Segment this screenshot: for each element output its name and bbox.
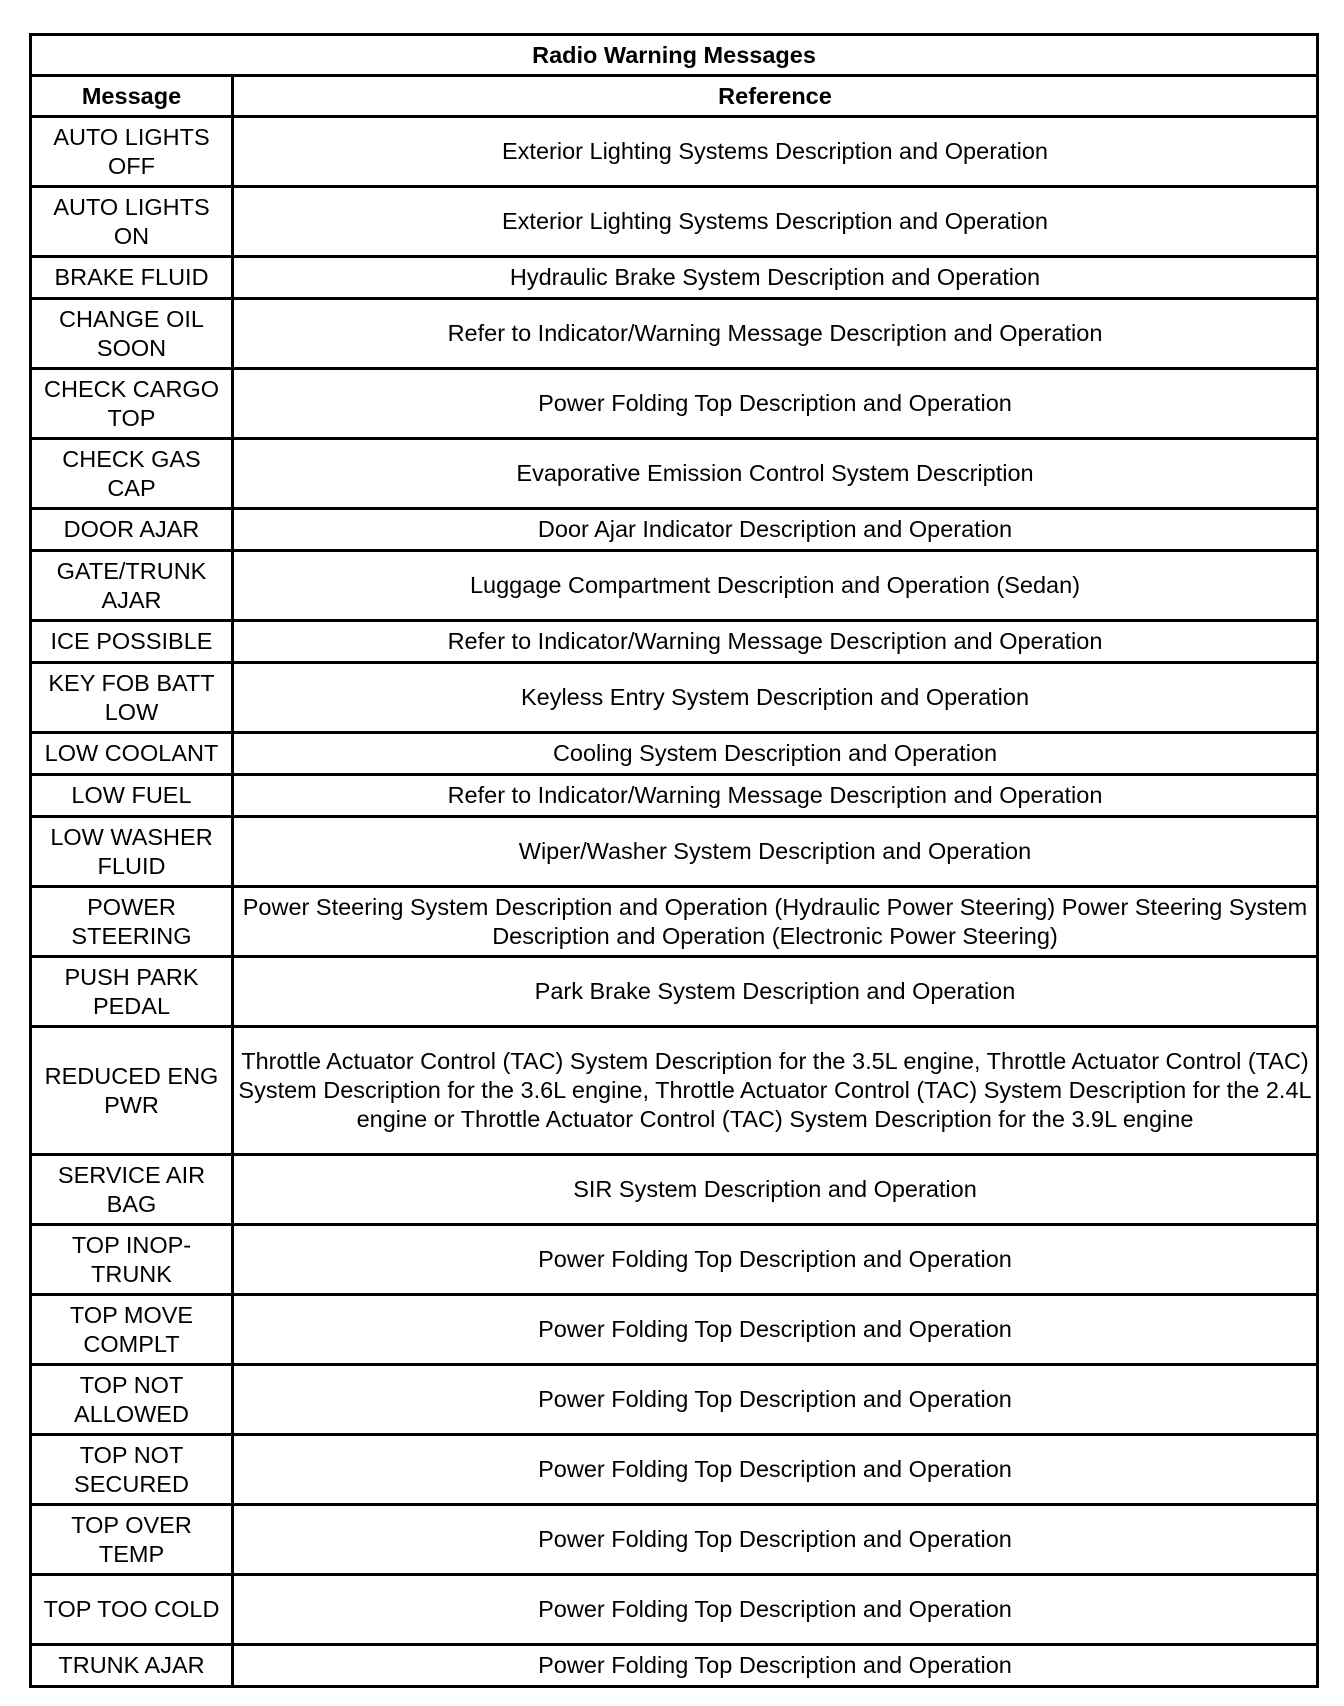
reference-cell: Evaporative Emission Control System Description: [233, 439, 1318, 509]
table-row: [31, 117, 1318, 187]
message-cell: GATE/TRUNK AJAR: [31, 551, 233, 621]
message-cell: PUSH PARK PEDAL: [31, 957, 233, 1027]
table-row: [31, 1155, 1318, 1225]
table-row: [31, 257, 1318, 299]
table-row: [31, 187, 1318, 257]
reference-cell: Refer to Indicator/Warning Message Description and Operation: [233, 299, 1318, 369]
message-cell: LOW COOLANT: [31, 733, 233, 775]
reference-cell: Power Folding Top Description and Operation: [233, 1505, 1318, 1575]
reference-cell: Power Folding Top Description and Operation: [233, 369, 1318, 439]
table-row: [31, 1027, 1318, 1155]
message-cell: AUTO LIGHTS OFF: [31, 117, 233, 187]
message-cell: LOW FUEL: [31, 775, 233, 817]
message-cell: TOP NOT ALLOWED: [31, 1365, 233, 1435]
table-row: [31, 369, 1318, 439]
message-cell: CHECK CARGO TOP: [31, 369, 233, 439]
table-row: [31, 1365, 1318, 1435]
reference-cell: Power Folding Top Description and Operation: [233, 1295, 1318, 1365]
message-cell: CHECK GAS CAP: [31, 439, 233, 509]
message-cell: KEY FOB BATT LOW: [31, 663, 233, 733]
radio-warning-messages-table: [29, 33, 1319, 1688]
table-title: Radio Warning Messages: [31, 35, 1318, 76]
table-row: [31, 439, 1318, 509]
table-row: [31, 299, 1318, 369]
table-row: [31, 817, 1318, 887]
reference-column-header: Reference: [233, 76, 1318, 117]
reference-cell: Power Folding Top Description and Operation: [233, 1575, 1318, 1645]
message-cell: LOW WASHER FLUID: [31, 817, 233, 887]
reference-cell: Refer to Indicator/Warning Message Description and Operation: [233, 775, 1318, 817]
message-cell: CHANGE OIL SOON: [31, 299, 233, 369]
table-row: [31, 1645, 1318, 1687]
reference-cell: Keyless Entry System Description and Operation: [233, 663, 1318, 733]
message-cell: DOOR AJAR: [31, 509, 233, 551]
table-row: [31, 775, 1318, 817]
reference-cell: Power Folding Top Description and Operation: [233, 1365, 1318, 1435]
table-header-row: [31, 76, 1318, 117]
table-row: [31, 1435, 1318, 1505]
message-cell: TOP TOO COLD: [31, 1575, 233, 1645]
message-cell: TOP NOT SECURED: [31, 1435, 233, 1505]
reference-cell: Power Folding Top Description and Operation: [233, 1645, 1318, 1687]
table-row: [31, 1575, 1318, 1645]
reference-cell: Cooling System Description and Operation: [233, 733, 1318, 775]
table-row: [31, 621, 1318, 663]
reference-cell: Exterior Lighting Systems Description and Operation: [233, 117, 1318, 187]
reference-cell: Power Steering System Description and Operation (Hydraulic Power Steering) Power Steering System Description and Operation (Electronic Power Steering): [233, 887, 1318, 957]
reference-cell: Luggage Compartment Description and Operation (Sedan): [233, 551, 1318, 621]
table-row: [31, 957, 1318, 1027]
message-cell: REDUCED ENG PWR: [31, 1027, 233, 1155]
reference-cell: Hydraulic Brake System Description and Operation: [233, 257, 1318, 299]
reference-cell: Exterior Lighting Systems Description and Operation: [233, 187, 1318, 257]
reference-cell: Power Folding Top Description and Operation: [233, 1225, 1318, 1295]
table-row: [31, 733, 1318, 775]
message-cell: BRAKE FLUID: [31, 257, 233, 299]
message-cell: TRUNK AJAR: [31, 1645, 233, 1687]
reference-cell: Power Folding Top Description and Operation: [233, 1435, 1318, 1505]
message-cell: AUTO LIGHTS ON: [31, 187, 233, 257]
message-cell: ICE POSSIBLE: [31, 621, 233, 663]
reference-cell: Throttle Actuator Control (TAC) System Description for the 3.5L engine, Throttle Actuator Control (TAC) System Description for the 3.6L engine, Throttle Actuator Control (TAC) System Description for the 2.4L engine or Throttle Actuator Control (TAC) System Description for the 3.9L engine: [233, 1027, 1318, 1155]
table-row: [31, 663, 1318, 733]
message-cell: POWER STEERING: [31, 887, 233, 957]
table-row: [31, 1295, 1318, 1365]
reference-cell: Park Brake System Description and Operation: [233, 957, 1318, 1027]
message-cell: TOP MOVE COMPLT: [31, 1295, 233, 1365]
message-cell: TOP OVER TEMP: [31, 1505, 233, 1575]
reference-cell: SIR System Description and Operation: [233, 1155, 1318, 1225]
message-cell: TOP INOP-TRUNK: [31, 1225, 233, 1295]
table-row: [31, 509, 1318, 551]
table-row: [31, 551, 1318, 621]
reference-cell: Wiper/Washer System Description and Operation: [233, 817, 1318, 887]
table-row: [31, 1505, 1318, 1575]
table-title-row: [31, 35, 1318, 76]
message-column-header: Message: [31, 76, 233, 117]
message-cell: SERVICE AIR BAG: [31, 1155, 233, 1225]
reference-cell: Refer to Indicator/Warning Message Description and Operation: [233, 621, 1318, 663]
reference-cell: Door Ajar Indicator Description and Operation: [233, 509, 1318, 551]
table-row: [31, 887, 1318, 957]
table-row: [31, 1225, 1318, 1295]
